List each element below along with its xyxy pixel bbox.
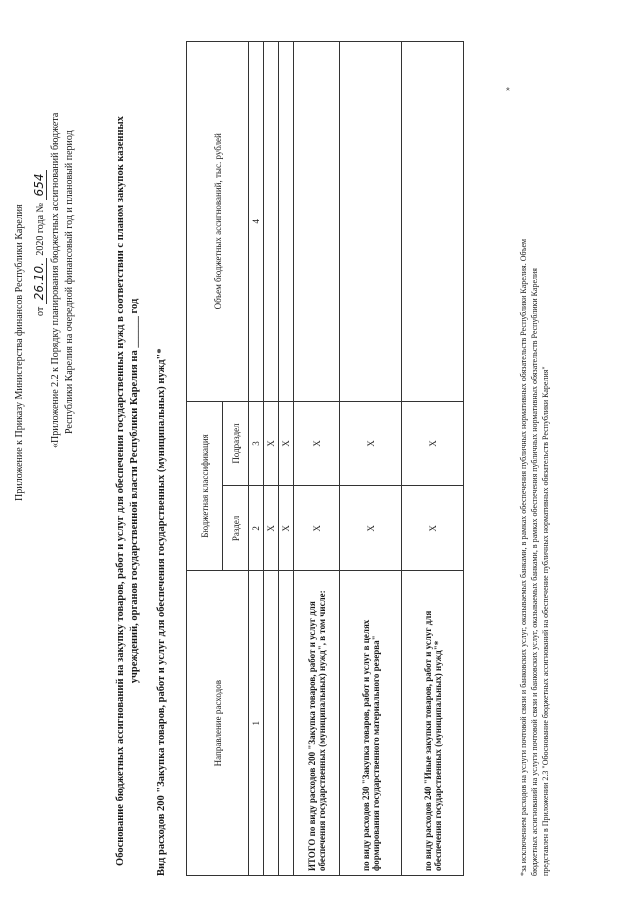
header-line-4: Республики Карелия на очередной финансовый год и плановый период [64,130,75,434]
cell-section: X [279,486,294,571]
table-row-230 [340,42,402,876]
cell-section: X [264,486,279,571]
cell-amount [294,42,340,402]
footnote-line-2: бюджетных ассигнований на услуги почтовой связи и банковских услуг, оказываемых банками, в рамках обеспечения публичных нормативных обязательств Республики Карелия [530,268,539,876]
cell-subsection: X [279,401,294,486]
closing-quote-mark: » [503,87,512,91]
col-number-4: 4 [249,42,264,402]
handwritten-order-number: 654 [32,170,47,201]
cell-amount [279,42,294,402]
cell-direction [279,571,294,876]
header-date-line [32,170,47,316]
cell-amount [340,42,402,402]
cell-section: X [402,486,464,571]
budget-table [186,41,464,876]
col-number-1: 1 [249,571,264,876]
header-budget-classification: Бюджетная классификация [187,401,223,571]
cell-section: X [340,486,402,571]
table-row [279,42,294,876]
header-amount: Объем бюджетных ассигнований, тыс. рублей [187,42,249,402]
document-title [114,106,142,876]
cell-direction [264,571,279,876]
expense-type-heading: Вид расходов 200 "Закупка товаров, работ и услуг для обеспечения государственных (муниципальных) нужд"* [156,348,167,876]
cell-total-direction: ИТОГО по виду расходов 200 "Закупка товаров, работ и услуг для обеспечения государственных (муниципальных) нужд", в том числе: [294,571,340,876]
header-direction: Направление расходов [187,571,249,876]
title-line-2: учреждений, органов государственной власти Республики Карелия на ______ год [129,298,140,684]
table-row-total [294,42,340,876]
date-year: 2020 года № [35,202,46,256]
col-number-3: 3 [249,401,264,486]
cell-subsection: X [294,401,340,486]
cell-240-direction: по виду расходов 240 "Иные закупки товаров, работ и услуг для обеспечения государственных (муниципальных) нужд"* [402,571,464,876]
header-subsection: Подраздел [223,401,249,486]
header-line-1: Приложение к Приказу Министерства финансов Республики Карелия [14,204,25,501]
cell-amount [402,42,464,402]
cell-subsection: X [264,401,279,486]
table-row [264,42,279,876]
footnote-line-3: представлен в Приложении 2.3 "Обоснование бюджетных ассигнований на обеспечение публичных нормативных обязательств Республики Карелия" [541,366,550,876]
table-row-240 [402,42,464,876]
footnote [518,36,551,876]
rotated-document [6,26,566,896]
footnote-line-1: *за исключением расходов на услуги почтовой связи и банковских услуг, оказываемых банками, в рамках обеспечения публичных нормативных обязательств Республики Карелия. Объем [519,238,528,876]
cell-subsection: X [402,401,464,486]
handwritten-date: 26.10. [32,258,47,304]
cell-subsection: X [340,401,402,486]
cell-amount [264,42,279,402]
title-line-1: Обоснование бюджетных ассигнований на закупку товаров, работ и услуг для обеспечения государственных нужд в соответствии с планом закупок казенных [115,116,126,866]
header-section: Раздел [223,486,249,571]
header-line-3: «Приложение 2.2 к Порядку планирования бюджетных ассигнований бюджета [50,112,61,448]
cell-section: X [294,486,340,571]
cell-230-direction: по виду расходов 230 "Закупка товаров, работ и услуг в целях формирования государственного материального резерва" [340,571,402,876]
date-prefix: от [35,306,46,316]
col-number-2: 2 [249,486,264,571]
